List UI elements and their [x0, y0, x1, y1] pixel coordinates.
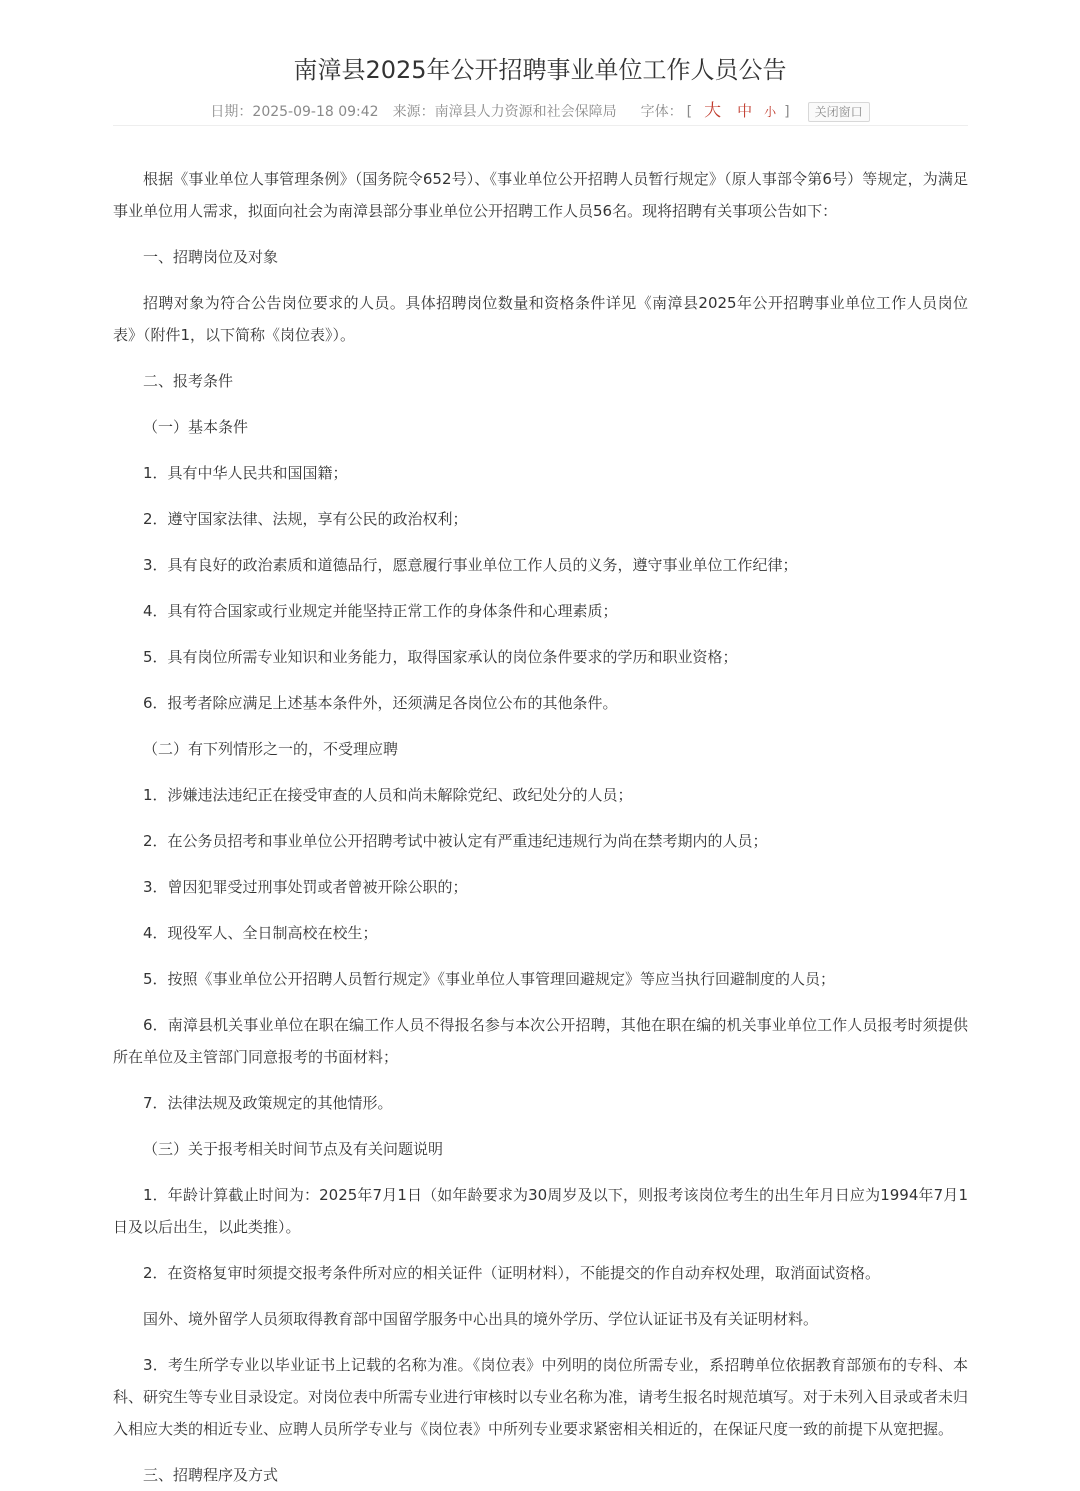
list-item: 3．曾因犯罪受过刑事处罚或者曾被开除公职的； — [143, 878, 468, 896]
list-item: 4．现役军人、全日制高校在校生； — [143, 924, 378, 942]
font-size-switcher — [683, 100, 794, 123]
publish-date: 2025-09-18 09:42 — [252, 104, 379, 120]
paragraph: 国外、境外留学人员须取得教育部中国留学服务中心出具的境外学历、学位认证证书及有关证明材料。 — [143, 1310, 819, 1328]
list-item: 5．具有岗位所需专业知识和业务能力，取得国家承认的岗位条件要求的学历和职业资格； — [143, 648, 738, 666]
list-item: 4．具有符合国家或行业规定并能坚持正常工作的身体条件和心理素质； — [143, 602, 618, 620]
article-meta — [0, 100, 1080, 123]
list-item: 1．具有中华人民共和国国籍； — [143, 464, 348, 482]
list-item: 6．南漳县机关事业单位在职在编工作人员不得报名参与本次公开招聘，其他在职在编的机关事业单位工作人员报考时须提供所在单位及主管部门同意报考的书面材料； — [113, 1016, 968, 1066]
list-item: 7．法律法规及政策规定的其他情形。 — [143, 1094, 393, 1112]
list-item: 5．按照《事业单位公开招聘人员暂行规定》《事业单位人事管理回避规定》等应当执行回避制度的人员； — [143, 970, 836, 988]
list-item: 1．年龄计算截止时间为：2025年7月1日（如年龄要求为30周岁及以下，则报考该岗位考生的出生年月日应为1994年7月1日及以后出生，以此类推）。 — [113, 1186, 968, 1236]
paragraph: 根据《事业单位人事管理条例》（国务院令652号）、《事业单位公开招聘人员暂行规定》（原人事部令第6号）等规定，为满足事业单位用人需求，拟面向社会为南漳县部分事业单位公开招聘工作人员56名。现将招聘有关事项公告如下： — [113, 170, 968, 220]
list-item: 2．在资格复审时须提交报考条件所对应的相关证件（证明材料），不能提交的作自动弃权处理，取消面试资格。 — [143, 1264, 881, 1282]
list-item: 2．遵守国家法律、法规，享有公民的政治权利； — [143, 510, 468, 528]
article-body — [113, 163, 968, 1491]
section-heading: 一、招聘岗位及对象 — [143, 248, 279, 266]
date-label: 日期： — [210, 104, 253, 120]
source-name: 南漳县人力资源和社会保障局 — [434, 104, 617, 120]
font-small-button[interactable]: 小 — [764, 105, 777, 119]
bracket-close: ] — [784, 104, 790, 120]
list-item: 3．具有良好的政治素质和道德品行，愿意履行事业单位工作人员的义务，遵守事业单位工作纪律； — [143, 556, 798, 574]
paragraph: 招聘对象为符合公告岗位要求的人员。具体招聘岗位数量和资格条件详见《南漳县2025年公开招聘事业单位工作人员岗位表》（附件1，以下简称《岗位表》）。 — [113, 294, 968, 344]
section-heading: 三、招聘程序及方式 — [143, 1466, 279, 1484]
close-window-button[interactable]: 关闭窗口 — [808, 102, 870, 122]
font-medium-button[interactable]: 中 — [737, 102, 753, 120]
section-heading: 二、报考条件 — [143, 372, 234, 390]
list-item: 6．报考者除应满足上述基本条件外，还须满足各岗位公布的其他条件。 — [143, 694, 618, 712]
font-size-label: 字体： — [640, 104, 683, 120]
subsection-heading: （三）关于报考相关时间节点及有关问题说明 — [143, 1140, 444, 1158]
bracket-open: [ — [686, 104, 693, 120]
article-title: 南漳县2025年公开招聘事业单位工作人员公告 — [293, 56, 787, 84]
list-item: 2．在公务员招考和事业单位公开招聘考试中被认定有严重违纪违规行为尚在禁考期内的人员； — [143, 832, 768, 850]
subsection-heading: （二）有下列情形之一的，不受理应聘 — [143, 740, 399, 758]
font-large-button[interactable]: 大 — [704, 101, 722, 121]
source-label: 来源： — [392, 104, 435, 120]
list-item: 1．涉嫌违法违纪正在接受审查的人员和尚未解除党纪、政纪处分的人员； — [143, 786, 633, 804]
header-divider — [113, 125, 968, 126]
subsection-heading: （一）基本条件 — [143, 418, 249, 436]
list-item: 3．考生所学专业以毕业证书上记载的名称为准。《岗位表》中列明的岗位所需专业，系招聘单位依据教育部颁布的专科、本科、研究生等专业目录设定。对岗位表中所需专业进行审核时以专业名称为准，请考生报名时规范填写。对于未列入目录或者未归入相应大类的相近专业、应聘人员所学专业与《岗位表》中所列专业要求紧密相关相近的，在保证尺度一致的前提下从宽把握。 — [113, 1356, 969, 1438]
